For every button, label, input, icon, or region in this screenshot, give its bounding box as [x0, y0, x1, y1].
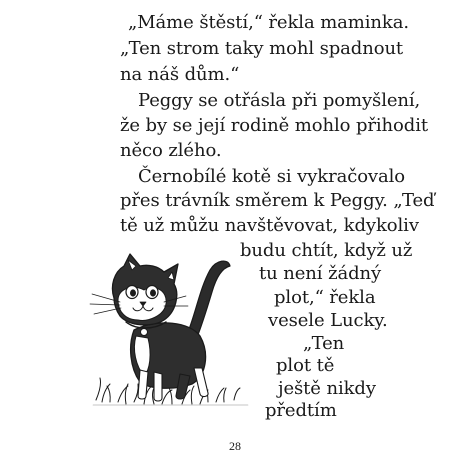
text-line: Černobílé kotě si vykračovalo: [138, 166, 406, 187]
text-line: přes trávník směrem k Peggy. „Teď: [120, 190, 435, 211]
front-leg: [154, 372, 162, 401]
text-line: plot tě: [276, 355, 335, 376]
text-line: něco zlého.: [120, 140, 222, 161]
text-line: tu není žádný: [259, 263, 382, 284]
text-line: plot,“ řekla: [274, 287, 376, 308]
page-number: 28: [229, 439, 241, 453]
text-line: Peggy se otřásla při pomyšlení,: [138, 90, 421, 111]
kitten-icon: [88, 250, 258, 420]
text-line: tě už můžu navštěvovat, kdykoliv: [120, 215, 419, 236]
front-leg: [138, 370, 148, 399]
text-line: na náš dům.“: [120, 64, 240, 85]
text-line: ještě nikdy: [278, 378, 376, 399]
text-line: „Ten: [303, 333, 345, 354]
text-line: „Ten strom taky mohl spadnout: [120, 38, 404, 59]
text-line: vesele Lucky.: [268, 310, 388, 331]
text-line: „Máme štěstí,“ řekla maminka.: [128, 12, 409, 33]
text-line: předtím: [265, 400, 337, 421]
collar-bell: [141, 329, 148, 336]
back-leg: [194, 368, 208, 397]
tail: [188, 261, 230, 340]
text-line: budu chtít, když už: [240, 240, 413, 261]
text-line: že by se její rodině mohlo přihodit: [120, 115, 429, 136]
